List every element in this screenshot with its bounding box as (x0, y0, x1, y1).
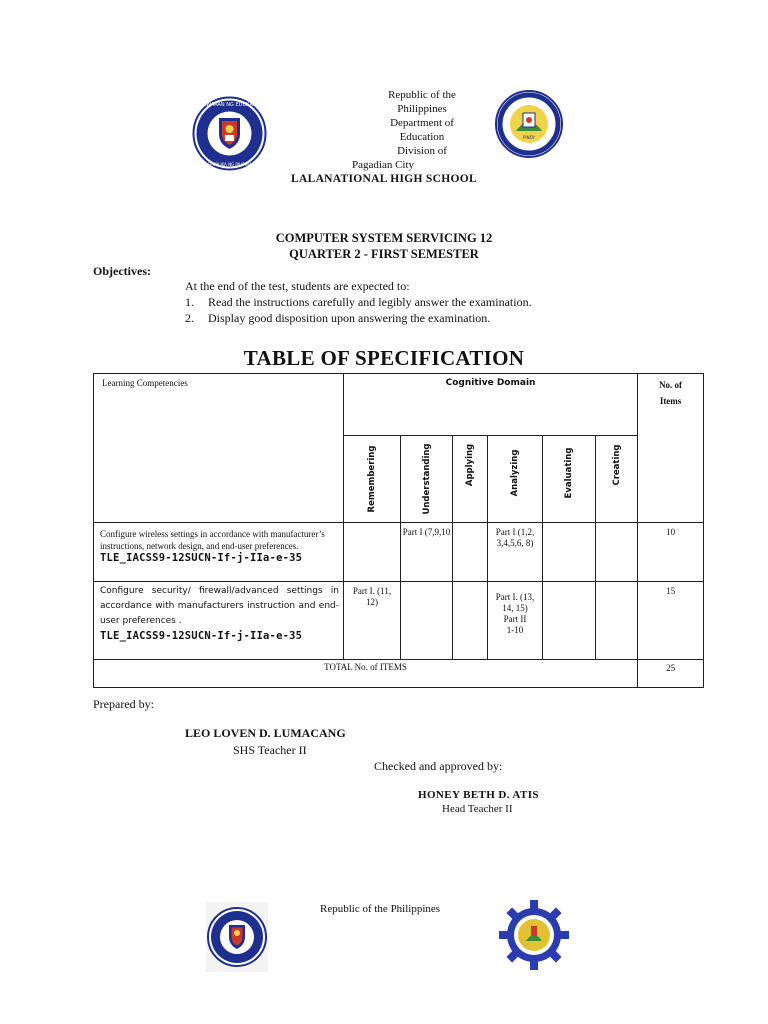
svg-text:KAGAWARAN NG EDUKASYON: KAGAWARAN NG EDUKASYON (192, 102, 267, 108)
items-header-line: No. of (659, 380, 683, 390)
analyzing-cell: Part I (1,2, 3,4,5,6, 8) (488, 523, 543, 582)
competency-code: TLE_IACSS9-12SUCN-If-j-IIa-e-35 (100, 630, 303, 642)
domain-header-evaluating (543, 436, 596, 523)
analyzing-part: 1-10 (506, 625, 524, 635)
remembering-cell: Part I. (11, 12) (344, 582, 401, 660)
republic-line: Republic of the (388, 89, 456, 101)
items-cell: 15 (638, 582, 704, 660)
republic-footer: Republic of the Philippines (320, 903, 441, 915)
analyzing-part: Part I. (13, 14, 15) (495, 592, 535, 613)
domain-header-creating (596, 436, 638, 523)
svg-text:REPUBLIKA NG PILIPINAS: REPUBLIKA NG PILIPINAS (204, 162, 255, 167)
competency-code: TLE_IACSS9-12SUCN-If-j-IIa-e-35 (100, 552, 303, 564)
understanding-cell (401, 582, 453, 660)
objective-item (185, 295, 532, 310)
objective-text: Display good disposition upon answering the examination. (208, 311, 491, 325)
evaluating-cell (543, 582, 596, 660)
head-teacher-position: Head Teacher II (442, 803, 513, 815)
subject-title: COMPUTER SYSTEM SERVICING 12 (275, 231, 493, 245)
prepared-label: Prepared by: (93, 697, 154, 711)
division-city: Pagadian City (352, 159, 415, 171)
domain-label: Remembering (367, 445, 377, 513)
objective-number: 2. (185, 311, 194, 325)
deped-seal (192, 96, 267, 171)
objectives-intro: At the end of the test, students are expected to: (185, 279, 410, 293)
competency-cell (94, 582, 344, 660)
republic-line: Education (399, 131, 445, 143)
competency-text: Configure security/ firewall/advanced settings in accordance with manufacturers instruction and end-user preferences . (100, 586, 339, 626)
republic-line: Philippines (397, 103, 447, 115)
domain-header-understanding (401, 436, 453, 523)
analyzing-part: Part II (503, 614, 527, 624)
republic-line: Department of (390, 117, 454, 129)
competency-cell (94, 523, 344, 582)
total-row (94, 660, 704, 688)
analyzing-cell (488, 582, 543, 660)
specification-table (93, 373, 704, 688)
applying-cell (453, 523, 488, 582)
republic-header (352, 88, 492, 172)
learning-competencies-header: Learning Competencies (94, 374, 344, 523)
domain-header-remembering (344, 436, 401, 523)
teacher-name: LEO LOVEN D. LUMACANG (185, 726, 346, 740)
creating-cell (596, 582, 638, 660)
total-label: TOTAL No. of ITEMS (94, 660, 638, 688)
school-seal (494, 89, 564, 159)
objective-item (185, 311, 490, 326)
domain-label: Creating (611, 444, 622, 486)
objective-text: Read the instructions carefully and legibly answer the examination. (208, 295, 532, 309)
republic-line: Division of (397, 145, 447, 157)
objectives-label: Objectives: (93, 264, 151, 278)
understanding-cell: Part I (7,9,10 (401, 523, 453, 582)
table-row (94, 523, 704, 582)
school-name: LALANATIONAL HIGH SCHOOL (291, 173, 477, 185)
cognitive-domain-header: Cognitive Domain (344, 374, 638, 436)
quarter-title: QUARTER 2 - FIRST SEMESTER (289, 247, 479, 261)
deped-seal-footer (206, 902, 268, 972)
domain-label: Understanding (421, 443, 432, 515)
objective-number: 1. (185, 295, 194, 309)
items-header (638, 374, 704, 523)
items-header-line: Items (659, 396, 682, 406)
domain-header-applying (453, 436, 488, 523)
total-value: 25 (638, 660, 704, 688)
gear-seal (498, 899, 570, 971)
remembering-cell (344, 523, 401, 582)
table-row (94, 582, 704, 660)
items-cell: 10 (638, 523, 704, 582)
domain-label: Applying (465, 443, 475, 487)
domain-label: Evaluating (564, 447, 574, 499)
head-teacher-name: HONEY BETH D. ATIS (418, 789, 539, 801)
creating-cell (596, 523, 638, 582)
competency-text: Configure wireless settings in accordance with manufacturer’s instructions, network design, and end-user preferences. (100, 529, 325, 551)
evaluating-cell (543, 523, 596, 582)
checked-label: Checked and approved by: (374, 759, 503, 773)
domain-label: Analyzing (510, 449, 520, 497)
tos-title: TABLE OF SPECIFICATION (243, 346, 525, 370)
applying-cell (453, 582, 488, 660)
svg-text:PINOY: PINOY (523, 135, 535, 140)
teacher-position: SHS Teacher II (233, 743, 307, 757)
domain-header-analyzing (488, 436, 543, 523)
